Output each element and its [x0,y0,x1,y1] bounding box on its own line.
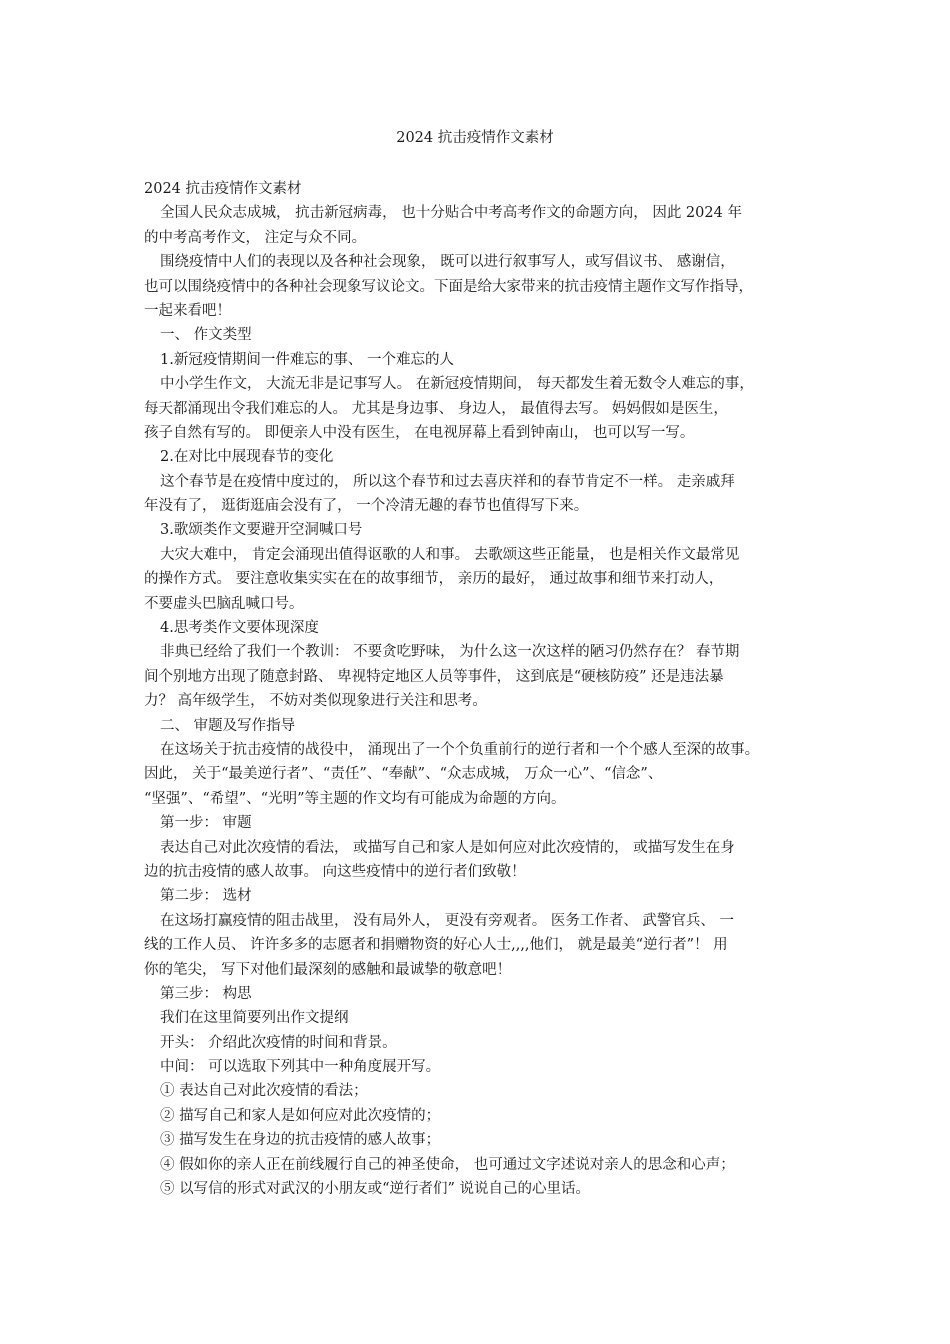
text-line: 二、 审题及写作指导 [160,717,296,734]
text-line: 的操作方式。 要注意收集实实在在的故事细节， 亲历的最好， 通过故事和细节来打动人， [144,571,724,588]
text-line: ⑤ 以写信的形式对武汉的小朋友或“逆行者们” 说说自己的心里话。 [160,1181,591,1198]
text-line: 在这场打赢疫情的阻击战里， 没有局外人， 更没有旁观者。 医务工作者、 武警官兵、 一 [160,912,735,929]
text-line: 开头： 介绍此次疫情的时间和背景。 [160,1034,397,1051]
text-line: ④ 假如你的亲人正在前线履行自己的神圣使命， 也可通过文字述说对亲人的思念和心声； [160,1156,735,1173]
text-line: 1.新冠疫情期间一件难忘的事、 一个难忘的人 [160,351,454,368]
text-line: 每天都涌现出令我们难忘的人。 尤其是身边事、 身边人， 最值得去写。 妈妈假如是医生， [144,400,728,417]
text-line: 间个别地方出现了随意封路、 卑视特定地区人员等事件， 这到底是“硬核防疫” 还是违法暴 [144,668,724,685]
text-line: 2.在对比中展现春节的变化 [160,449,334,466]
text-line: 围绕疫情中人们的表现以及各种社会现象， 既可以进行叙事写人，或写倡议书、 感谢信， [160,254,735,271]
text-line: “坚强”、“希望”、“光明”等主题的作文均有可能成为命题的方向。 [144,790,566,807]
text-line: 一起来看吧！ [144,302,231,319]
text-line: 边的抗击疫情的感人故事。 向这些疫情中的逆行者们致敬！ [144,863,526,880]
text-line: 第一步： 审题 [160,815,252,832]
text-line: 我们在这里简要列出作文提纲 [160,1010,349,1027]
document-title: 2024 抗击疫情作文素材 [396,130,554,146]
text-line: 这个春节是在疫情中度过的， 所以这个春节和过去喜庆祥和的春节肯定不一样。 走亲戚拜 [160,473,735,490]
text-line: 4.思考类作文要体现深度 [160,620,319,637]
text-line: 非典已经给了我们一个教训： 不要贪吃野味， 为什么这一次这样的陋习仍然存在？ 春节期 [160,644,740,661]
text-line: 在这场关于抗击疫情的战役中， 涌现出了一个个负重前行的逆行者和一个个感人至深的故事。 [160,741,760,758]
text-line: 大灾大难中， 肯定会涌现出值得讴歌的人和事。 去歌颂这些正能量， 也是相关作文最常见 [160,546,740,563]
text-line: 也可以围绕疫情中的各种社会现象写议论文。下面是给大家带来的抗击疫情主题作文写作指导， [144,278,753,295]
text-line: 表达自己对此次疫情的看法， 或描写自己和家人是如何应对此次疫情的， 或描写发生在身 [160,839,735,856]
text-line: 你的笔尖， 写下对他们最深刻的感触和最诚挚的敬意吧！ [144,961,512,978]
text-line: 一、 作文类型 [160,327,252,344]
text-line: ① 表达自己对此次疫情的看法； [160,1083,368,1100]
text-line: 力？ 高年级学生， 不妨对类似现象进行关注和思考。 [144,693,487,710]
text-line: ② 描写自己和家人是如何应对此次疫情的； [160,1107,441,1124]
text-line: 中间： 可以选取下列其中一种角度展开写。 [160,1059,441,1076]
document-body [144,177,814,1201]
text-line: 第二步： 选材 [160,888,252,905]
text-line: 年没有了， 逛街逛庙会没有了， 一个冷清无趣的春节也值得写下来。 [144,498,589,515]
text-line: 中小学生作文， 大流无非是记事写人。 在新冠疫情期间， 每天都发生着无数令人难忘的事， [160,376,754,393]
text-line: ③ 描写发生在身边的抗击疫情的感人故事； [160,1132,441,1149]
text-line: 第三步： 构思 [160,985,252,1002]
text-line: 的中考高考作文， 注定与众不同。 [144,229,367,246]
text-line: 2024 抗击疫情作文素材 [144,181,302,197]
text-line: 孩子自然有写的。 即便亲人中没有医生， 在电视屏幕上看到钟南山， 也可以写一写。 [144,424,695,441]
text-line: 全国人民众志成城， 抗击新冠病毒， 也十分贴合中考高考作文的命题方向， 因此 2024 年 [160,205,742,222]
text-line: 不要虚头巴脑乱喊口号。 [144,595,304,612]
text-line: 因此， 关于“最美逆行者”、“责任”、“奉献”、“众志成城， 万众一心”、“信念”、 [144,766,663,783]
text-line: 线的工作人员、 许许多多的志愿者和捐赠物资的好心人士,,,,他们， 就是最美“逆行者”！ 用 [144,937,728,954]
text-line: 3.歌颂类作文要避开空洞喊口号 [160,522,363,539]
